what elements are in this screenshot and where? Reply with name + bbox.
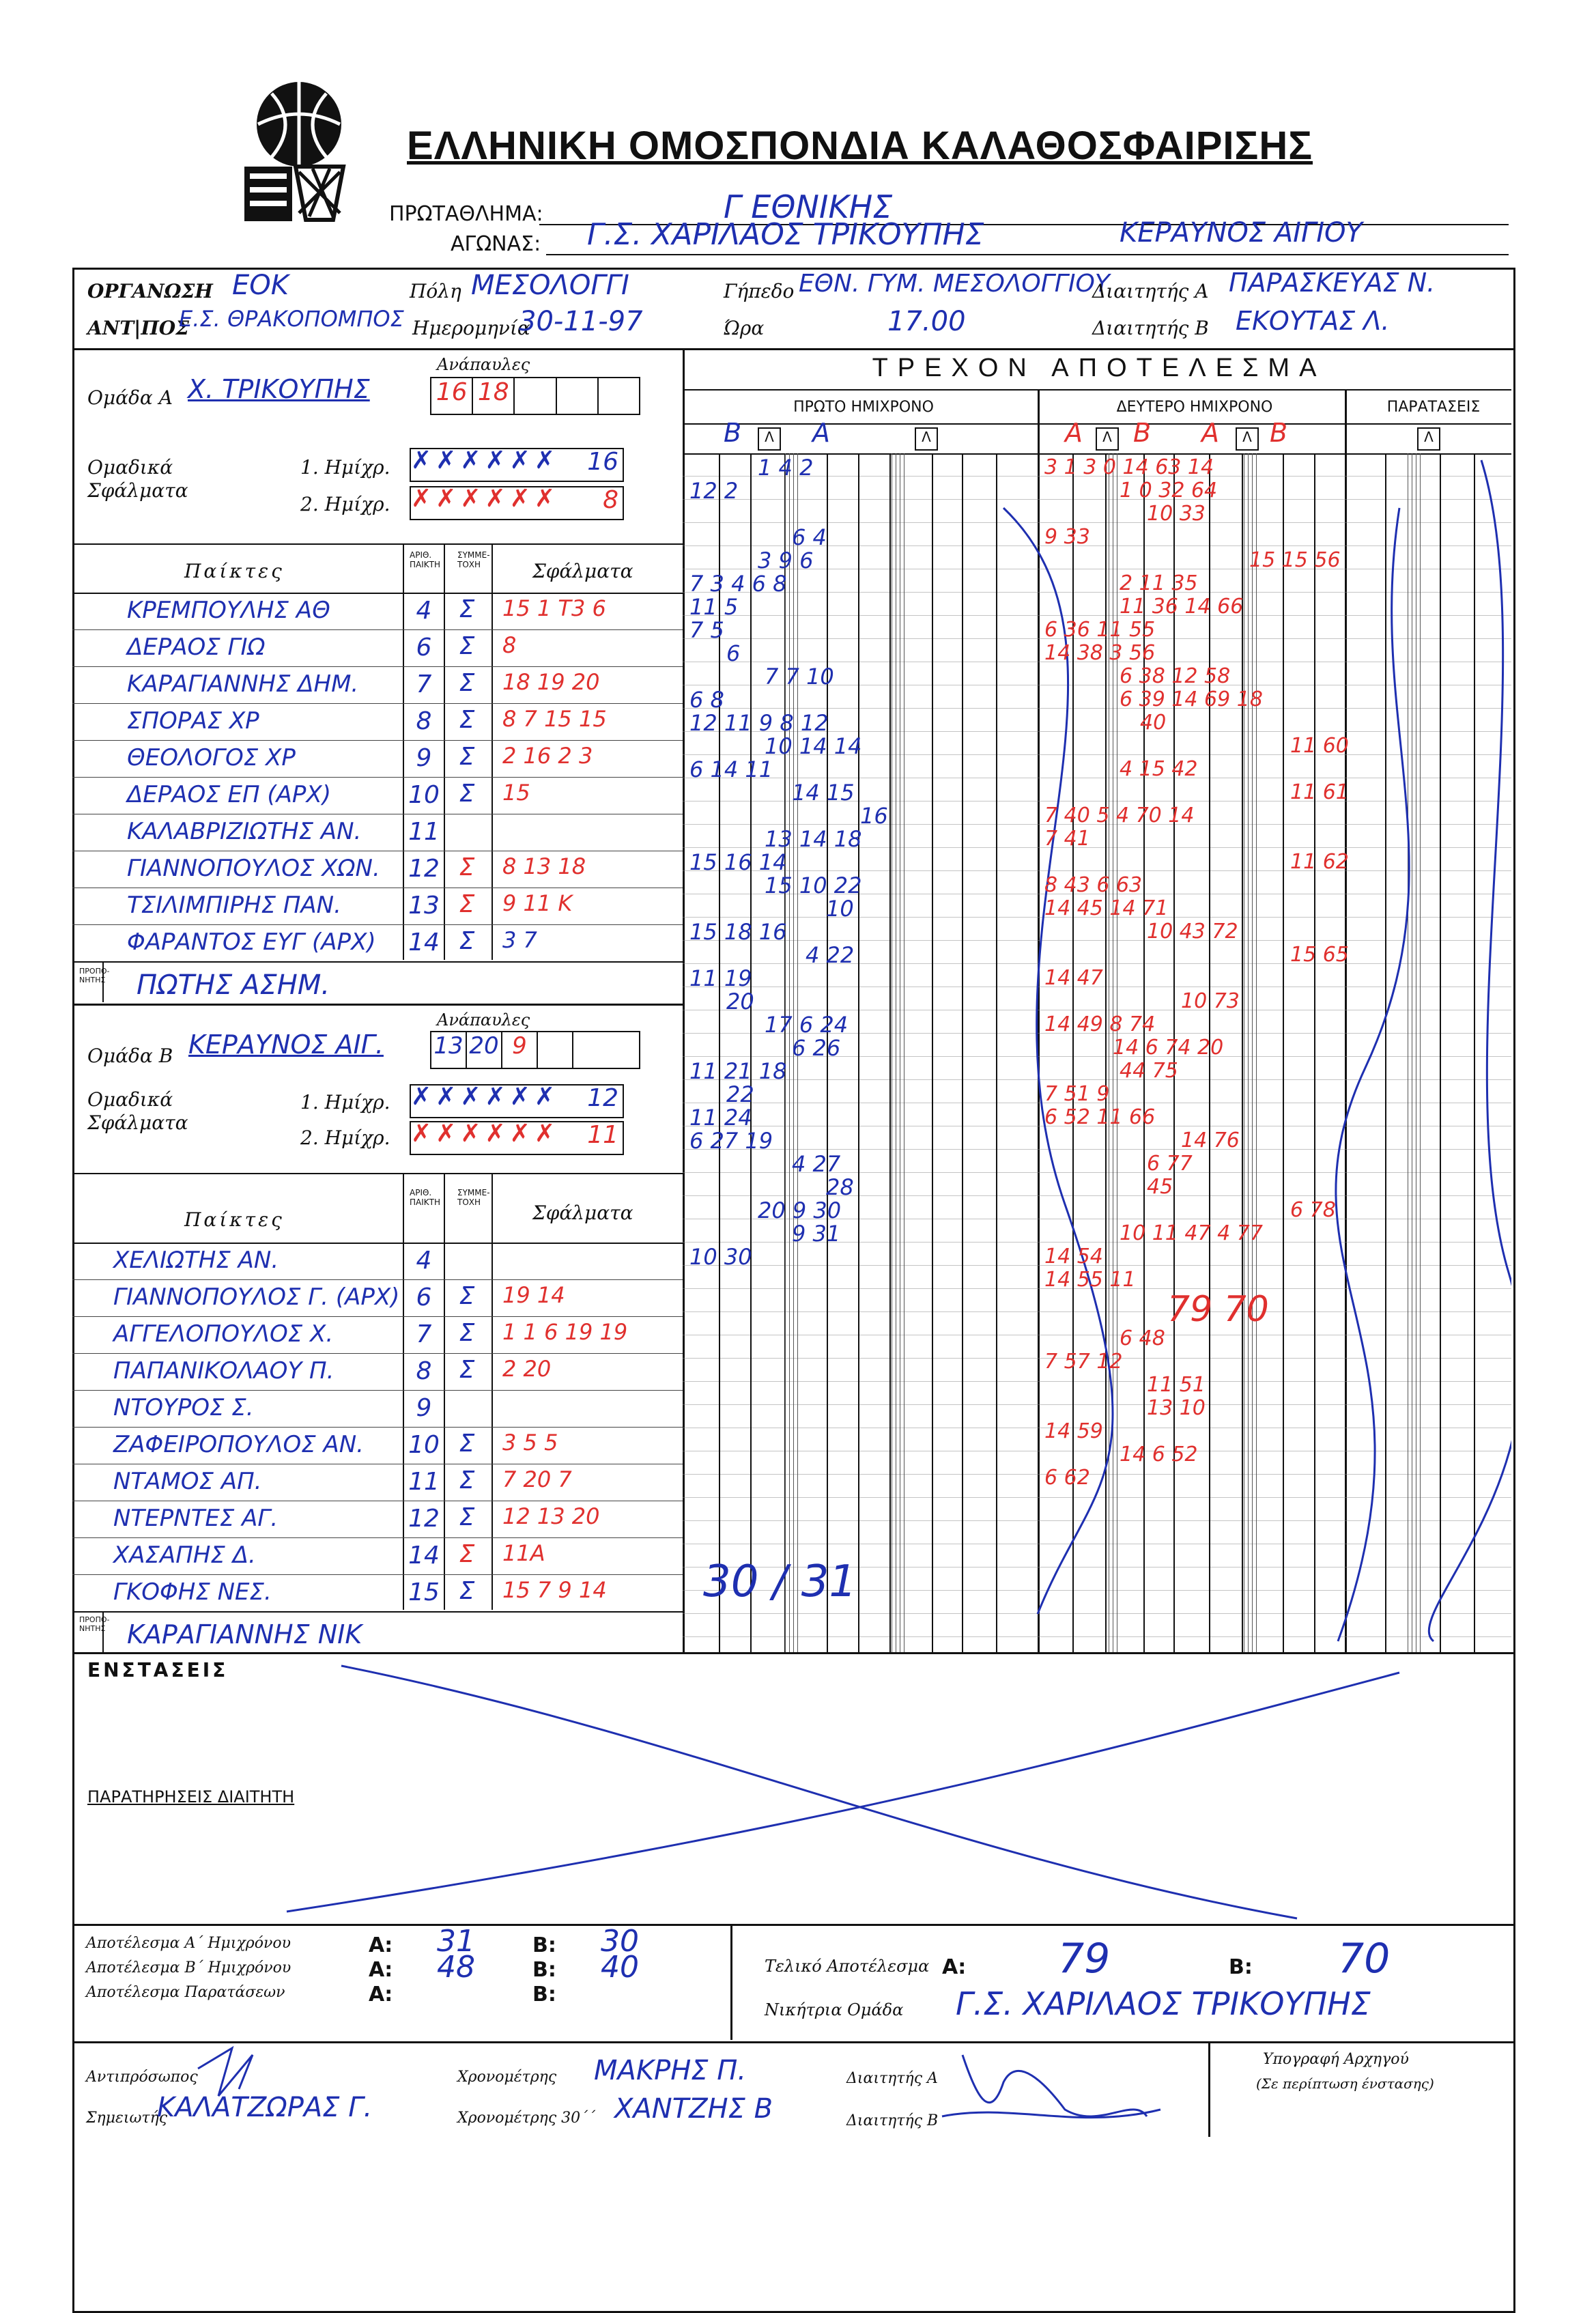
objections-cross-out <box>205 1652 1502 1925</box>
player-participation: Σ <box>459 706 475 734</box>
player-number: 11 <box>408 1468 440 1496</box>
team-b-number-header: ΑΡΙΘ. ΠΑΙΚΤΗ <box>410 1188 440 1207</box>
score-entry: 14 54 <box>1044 1245 1103 1268</box>
score-entry: 6 52 11 66 <box>1044 1105 1156 1129</box>
player-number: 15 <box>408 1578 440 1606</box>
score-entry: 11 62 <box>1290 850 1349 874</box>
score-entry: 10 43 72 <box>1147 920 1238 943</box>
score-entry: 10 73 <box>1181 989 1240 1013</box>
player-fouls: 8 7 15 15 <box>502 706 607 732</box>
player-name: ΖΑΦΕΙΡΟΠΟΥΛΟΣ ΑΝ. <box>113 1431 364 1458</box>
team-a-player-row <box>72 593 683 630</box>
team-b-name: ΚΕΡΑΥΝΟΣ ΑΙΓ. <box>188 1030 384 1060</box>
rep-value: Ε.Σ. ΘΡΑΚΟΠΟΜΠΟΣ <box>179 306 404 332</box>
player-name: ΔΕΡΑΟΣ ΕΠ (ΑΡΧ) <box>127 781 331 808</box>
score-entry: 4 15 42 <box>1120 757 1198 781</box>
score-entry: 15 18 16 <box>689 919 787 945</box>
score-entry: 6 78 <box>1290 1198 1336 1222</box>
shotclock-label: Χρονομέτρης 30΄΄ <box>457 2110 596 2127</box>
player-fouls: 2 16 2 3 <box>502 743 593 769</box>
second-half-entries <box>1044 456 1509 1490</box>
score-entry: 11 5 <box>689 594 739 620</box>
score-entry: 10 <box>826 896 854 922</box>
score-entry: 7 5 <box>689 617 724 643</box>
score-entry: 16 <box>860 803 888 829</box>
half1-b-label: Β: <box>532 1933 556 1957</box>
sig-ref-a-label: Διαιτητής Α <box>846 2070 938 2087</box>
match-label: ΑΓΩΝΑΣ: <box>451 232 541 256</box>
half2-a-value: 48 <box>437 1950 475 1985</box>
team-a-players-header: Παίκτες <box>184 560 285 582</box>
score-entry: 6 39 14 69 18 <box>1120 687 1263 711</box>
player-number: 10 <box>408 781 440 809</box>
federation-logo <box>231 76 347 227</box>
score-entry: 11 36 14 66 <box>1120 595 1244 619</box>
team-b-player-list <box>72 1243 683 1611</box>
player-fouls: 9 11 Κ <box>502 890 573 916</box>
team-b-player-row <box>72 1353 683 1391</box>
player-participation: Σ <box>459 890 475 918</box>
captain-sign-label: Υπογραφή Αρχηγού <box>1263 2051 1409 2068</box>
city-value: ΜΕΣΟΛΟΓΓΙ <box>471 270 629 301</box>
team-a-player-row <box>72 703 683 741</box>
first-half-final-score: 30 / 31 <box>703 1557 857 1607</box>
first-half-entries <box>689 456 1031 1268</box>
championship-row <box>389 202 543 226</box>
player-name: ΓΚΟΦΗΣ ΝΕΣ. <box>113 1578 272 1606</box>
team-a-coach-label: ΠΡΟΠΟ-ΝΗΤΗΣ <box>79 967 110 984</box>
player-participation: Σ <box>459 1319 475 1347</box>
half2-b-value: 40 <box>601 1950 639 1985</box>
team-a-half2-label: 2. Ημίχρ. <box>300 493 390 515</box>
score-entry: 20 <box>726 989 754 1014</box>
player-number: 4 <box>416 597 432 625</box>
score-entry: 15 15 56 <box>1249 548 1341 572</box>
player-number: 12 <box>408 1505 440 1533</box>
final-b-value: 70 <box>1338 1935 1391 1983</box>
score-entry: 14 38 3 56 <box>1044 641 1156 665</box>
player-number: 4 <box>416 1247 432 1275</box>
player-number: 8 <box>416 707 432 735</box>
team-a-fouls-header: Σφάλματα <box>532 560 633 582</box>
half2-b-label: Β: <box>532 1958 556 1982</box>
team-a-half1-fouls: ✗✗✗✗✗✗ 16 <box>410 448 624 482</box>
team-a-name: Χ. ΤΡΙΚΟΥΠΗΣ <box>188 374 370 404</box>
player-number: 10 <box>408 1431 440 1459</box>
player-fouls: 3 7 <box>502 927 537 953</box>
team-a-fouls-label: Ομαδικά Σφάλματα <box>87 456 188 502</box>
score-entry: 6 62 <box>1044 1466 1090 1490</box>
first-half-label: ΠΡΩΤΟ ΗΜΙΧΡΟΝΟ <box>793 399 934 416</box>
score-entry: 14 76 <box>1181 1129 1240 1152</box>
player-number: 9 <box>416 1394 432 1422</box>
score-entry: 11 51 <box>1147 1373 1206 1397</box>
team-b-timeouts-label: Ανάπαυλες <box>437 1010 530 1030</box>
date-value: 30-11-97 <box>519 306 643 337</box>
score-entry: 11 60 <box>1290 734 1349 758</box>
score-entry: 11 21 18 <box>689 1058 787 1084</box>
score-entry: 7 57 12 <box>1044 1350 1123 1374</box>
score-entry: 15 16 14 <box>689 849 787 875</box>
team-b-fouls-label: Ομαδικά Σφάλματα <box>87 1088 188 1134</box>
score-entry: 45 <box>1147 1175 1173 1199</box>
player-fouls: 8 13 18 <box>502 853 586 879</box>
player-number: 14 <box>408 1542 440 1570</box>
player-number: 6 <box>416 1283 432 1311</box>
score-entry: 6 4 <box>792 524 827 550</box>
player-number: 14 <box>408 928 440 956</box>
team-a-timeout-1: 16 <box>431 378 473 414</box>
score-entry: 14 47 <box>1044 966 1103 990</box>
court-label: Γήπεδο <box>724 280 795 302</box>
first-half-col-1: Λ <box>758 427 781 451</box>
player-name: ΠΑΠΑΝΙΚΟΛΑΟΥ Π. <box>113 1357 334 1385</box>
score-entry: 3 1 3 0 14 63 14 <box>1044 455 1214 479</box>
ref-a-value: ΠΑΡΑΣΚΕΥΑΣ Ν. <box>1229 268 1436 298</box>
team-a-player-row <box>72 777 683 814</box>
final-b-label: Β: <box>1229 1955 1253 1979</box>
player-participation: Σ <box>459 1503 475 1531</box>
half1-b-value: 30 <box>601 1924 639 1959</box>
score-entry: 20 9 30 <box>758 1197 842 1223</box>
score-entry: 6 77 <box>1147 1152 1193 1176</box>
time-label: Ώρα <box>724 317 765 339</box>
player-participation: Σ <box>459 1430 475 1458</box>
team-b-participation-header: ΣΥΜΜΕ-ΤΟΧΗ <box>457 1188 490 1207</box>
championship-label: ΠΡΩΤΑΘΛΗΜΑ: <box>389 202 543 226</box>
team-b-players-header: Παίκτες <box>184 1208 285 1231</box>
player-participation: Σ <box>459 743 475 771</box>
score-entry: 13 10 <box>1147 1396 1206 1420</box>
score-entry: 14 49 8 74 <box>1044 1012 1156 1036</box>
winner-value: Γ.Σ. ΧΑΡΙΛΑΟΣ ΤΡΙΚΟΥΠΗΣ <box>956 1985 1371 2022</box>
score-entry: 6 8 <box>689 687 724 713</box>
score-entry: 14 55 11 <box>1044 1268 1136 1292</box>
team-b-timeout-2: 20 <box>467 1032 502 1068</box>
signatures-scribbles <box>191 2041 1215 2144</box>
player-number: 11 <box>408 818 440 846</box>
player-participation: Σ <box>459 1540 475 1568</box>
scorer-label: Σημειωτής <box>86 2110 168 2127</box>
player-name: ΚΑΡΑΓΙΑΝΝΗΣ ΔΗΜ. <box>127 670 359 698</box>
team-a-label: Ομάδα Α <box>87 386 173 409</box>
player-name: ΤΣΙΛΙΜΠΙΡΗΣ ΠΑΝ. <box>127 892 341 919</box>
team-b-player-row <box>72 1464 683 1501</box>
second-half-col-b2: Β <box>1270 418 1288 448</box>
team-a-half2-fouls: ✗✗✗✗✗✗ 8 <box>410 486 624 520</box>
score-entry: 11 19 <box>689 965 752 991</box>
timekeeper-value: ΜΑΚΡΗΣ Π. <box>594 2055 747 2086</box>
score-entry: 11 61 <box>1290 780 1349 804</box>
referee-notes-label: ΠΑΡΑΤΗΡΗΣΕΙΣ ΔΙΑΙΤΗΤΗ <box>87 1787 295 1806</box>
score-entry: 6 <box>726 640 741 666</box>
player-participation: Σ <box>459 1466 475 1494</box>
final-result-label: Τελικό Αποτέλεσμα <box>765 1957 930 1976</box>
score-entry: 10 14 14 <box>765 733 862 759</box>
score-entry: 4 22 <box>806 942 855 968</box>
score-entry: 7 40 5 4 70 14 <box>1044 804 1195 827</box>
score-entry: 7 3 4 6 8 <box>689 571 787 597</box>
city-label: Πόλη <box>410 280 461 302</box>
team-b-coach-name: ΚΑΡΑΓΙΑΝΝΗΣ ΝΙΚ <box>127 1619 362 1649</box>
final-a-value: 79 <box>1058 1935 1111 1983</box>
team-b-fouls-header: Σφάλματα <box>532 1202 633 1224</box>
court-value: ΕΘΝ. ΓΥΜ. ΜΕΣΟΛΟΓΓΙΟΥ <box>799 270 1110 298</box>
score-entry: 6 38 12 58 <box>1120 664 1231 688</box>
score-entry: 11 24 <box>689 1105 752 1131</box>
score-entry: 1 0 32 64 <box>1120 479 1218 502</box>
team-b-player-row <box>72 1537 683 1575</box>
sig-ref-b-label: Διαιτητής Β <box>846 2112 939 2129</box>
organizer-value: ΕΟΚ <box>232 270 289 301</box>
first-half-final-a: 31 <box>801 1557 857 1607</box>
team-b-half1-count: 12 <box>587 1084 618 1112</box>
score-entry: 12 2 <box>689 478 739 504</box>
second-half-col-a1: Α <box>1065 418 1083 448</box>
player-fouls: 18 19 20 <box>502 669 600 695</box>
player-participation: Σ <box>459 1577 475 1605</box>
score-entry: 7 41 <box>1044 827 1090 851</box>
team-a-timeouts-box <box>430 377 640 415</box>
score-entry: 14 6 74 20 <box>1113 1036 1224 1060</box>
player-fouls: 15 7 9 14 <box>502 1577 607 1603</box>
score-entry: 44 75 <box>1120 1059 1178 1083</box>
half2-result-label: Αποτέλεσμα Β΄ Ημιχρόνου <box>86 1959 291 1976</box>
score-entry: 10 30 <box>689 1244 752 1270</box>
team-b-player-row <box>72 1574 683 1612</box>
half2-a-label: Α: <box>369 1958 393 1982</box>
team-a-timeouts-label: Ανάπαυλες <box>437 355 530 374</box>
score-entry: 9 31 <box>792 1221 841 1247</box>
player-number: 8 <box>416 1357 432 1385</box>
score-entry: 22 <box>726 1081 754 1107</box>
score-entry: 7 51 9 <box>1044 1082 1110 1106</box>
team-a-player-row <box>72 629 683 667</box>
team-a-player-list <box>72 593 683 961</box>
scorer-value: ΚΑΛΑΤΖΩΡΑΣ Γ. <box>157 2092 373 2123</box>
date-label: Ημερομηνία <box>412 317 530 339</box>
score-entry: 2 11 35 <box>1120 571 1198 595</box>
team-a-half1-label: 1. Ημίχρ. <box>300 456 390 479</box>
player-fouls: 15 1 T3 6 <box>502 595 606 621</box>
team-b-half2-label: 2. Ημίχρ. <box>300 1126 390 1149</box>
player-name: ΦΑΡΑΝΤΟΣ ΕΥΓ (ΑΡΧ) <box>127 928 376 956</box>
player-fouls: 3 5 5 <box>502 1430 558 1456</box>
player-name: ΓΙΑΝΝΟΠΟΥΛΟΣ ΧΩΝ. <box>127 855 380 882</box>
second-half-col-1: Λ <box>1096 427 1119 451</box>
team-b-half2-count: 11 <box>587 1121 618 1149</box>
score-entry: 6 26 <box>792 1035 841 1061</box>
player-name: ΓΙΑΝΝΟΠΟΥΛΟΣ Γ. (ΑΡΧ) <box>113 1283 400 1311</box>
match-team-a: Γ.Σ. ΧΑΡΙΛΑΟΣ ΤΡΙΚΟΥΠΗΣ <box>587 217 984 252</box>
score-entry: 15 65 <box>1290 943 1349 967</box>
half1-a-value: 31 <box>437 1924 475 1959</box>
ref-a-label: Διαιτητής Α <box>1092 280 1209 302</box>
team-b-player-row <box>72 1427 683 1464</box>
score-entry: 10 11 47 4 77 <box>1120 1221 1263 1245</box>
team-a-timeout-2: 18 <box>473 378 515 414</box>
player-name: ΣΠΟΡΑΣ ΧΡ <box>127 707 259 735</box>
team-a-coach-name: ΠΩΤΗΣ ΑΣΗΜ. <box>137 969 330 1001</box>
score-entry: 17 6 24 <box>765 1012 849 1038</box>
score-entry: 28 <box>826 1174 854 1200</box>
score-entry: 13 14 18 <box>765 826 862 852</box>
player-name: ΧΕΛΙΩΤΗΣ ΑΝ. <box>113 1247 279 1274</box>
first-half-col-2: Λ <box>915 427 938 451</box>
first-half-final-b: 30 <box>703 1557 759 1607</box>
rep-label: ΑΝΤ|ΠΟΣ <box>87 317 189 339</box>
shotclock-value: ΧΑΝΤΖΗΣ Β <box>614 2093 773 2125</box>
team-a-player-row <box>72 851 683 888</box>
player-participation: Σ <box>459 595 475 623</box>
match-team-b: ΚΕΡΑΥΝΟΣ ΑΙΓΙΟΥ <box>1120 217 1363 249</box>
player-number: 6 <box>416 634 432 662</box>
score-entry: 10 33 <box>1147 502 1206 526</box>
first-half-col-a: Α <box>812 418 830 448</box>
player-name: ΚΡΕΜΠΟΥΛΗΣ ΑΘ <box>127 597 330 624</box>
player-name: ΝΤΕΡΝΤΕΣ ΑΓ. <box>113 1505 279 1532</box>
player-name: ΝΤΟΥΡΟΣ Σ. <box>113 1394 254 1421</box>
score-entry: 14 59 <box>1044 1419 1103 1443</box>
organizer-label: ΟΡΓΑΝΩΣΗ <box>87 280 213 302</box>
team-b-player-row <box>72 1243 683 1280</box>
player-name: ΘΕΟΛΟΓΟΣ ΧΡ <box>127 744 296 771</box>
player-fouls: 8 <box>502 632 517 658</box>
player-number: 9 <box>416 744 432 772</box>
half1-result-label: Αποτέλεσμα Α΄ Ημιχρόνου <box>86 1935 291 1952</box>
overtime-label: ΠΑΡΑΤΑΣΕΙΣ <box>1386 399 1481 416</box>
player-number: 7 <box>416 1320 432 1348</box>
team-a-participation-header: ΣΥΜΜΕ-ΤΟΧΗ <box>457 550 490 569</box>
player-participation: Σ <box>459 632 475 660</box>
team-b-timeout-3: 9 <box>502 1032 538 1068</box>
player-fouls: 7 20 7 <box>502 1466 572 1492</box>
rep-sign-label: Αντιπρόσωπος <box>86 2069 198 2086</box>
team-a-number-header: ΑΡΙΘ. ΠΑΙΚΤΗ <box>410 550 440 569</box>
player-fouls: 1 1 6 19 19 <box>502 1319 628 1345</box>
captain-sign-note: (Σε περίπτωση ένστασης) <box>1256 2075 1434 2092</box>
player-participation: Σ <box>459 780 475 808</box>
running-score-title: ΤΡΕΧΟΝ ΑΠΟΤΕΛΕΣΜΑ <box>872 354 1326 382</box>
player-fouls: 12 13 20 <box>502 1503 600 1529</box>
score-entry: 79 70 <box>1167 1289 1269 1330</box>
final-a-label: Α: <box>942 1955 967 1979</box>
team-a-player-row <box>72 740 683 778</box>
team-b-player-row <box>72 1316 683 1354</box>
player-number: 7 <box>416 670 432 698</box>
team-b-player-row <box>72 1390 683 1428</box>
player-participation: Σ <box>459 669 475 697</box>
team-a-half2-count: 8 <box>603 486 618 514</box>
time-value: 17.00 <box>887 306 966 337</box>
second-half-label: ΔΕΥΤΕΡΟ ΗΜΙΧΡΟΝΟ <box>1116 399 1273 416</box>
team-a-player-row <box>72 888 683 925</box>
player-fouls: 2 20 <box>502 1356 552 1382</box>
team-b-coach-label: ΠΡΟΠΟ-ΝΗΤΗΣ <box>79 1615 110 1633</box>
half1-a-label: Α: <box>369 1933 393 1957</box>
overtime-b-label: Β: <box>532 1983 556 2006</box>
team-a-player-row <box>72 924 683 962</box>
player-participation: Σ <box>459 927 475 955</box>
score-entry: 14 45 14 71 <box>1044 896 1169 920</box>
player-name: ΑΓΓΕΛΟΠΟΥΛΟΣ Χ. <box>113 1320 334 1348</box>
team-a-half1-count: 16 <box>587 448 618 476</box>
team-b-timeouts-box <box>430 1031 640 1069</box>
score-entry: 9 33 <box>1044 525 1090 549</box>
team-b-half2-fouls: ✗✗✗✗✗✗ 11 <box>410 1121 624 1155</box>
first-half-col-b: Β <box>724 418 742 448</box>
team-b-player-row <box>72 1279 683 1317</box>
ref-b-value: ΕΚΟΥΤΑΣ Λ. <box>1236 306 1390 336</box>
timekeeper-label: Χρονομέτρης <box>457 2069 557 2086</box>
score-entry: 40 <box>1140 711 1167 735</box>
player-fouls: 19 14 <box>502 1282 565 1308</box>
overtime-col-1: Λ <box>1417 427 1440 451</box>
second-half-col-2: Λ <box>1236 427 1259 451</box>
score-entry: 3 9 6 <box>758 548 814 573</box>
federation-title: ΕΛΛΗΝΙΚΗ ΟΜΟΣΠΟΝΔΙΑ ΚΑΛΑΘΟΣΦΑΙΡΙΣΗΣ <box>407 124 1313 168</box>
score-entry: 6 27 19 <box>689 1128 773 1154</box>
player-number: 13 <box>408 892 440 920</box>
second-half-col-b1: Β <box>1133 418 1152 448</box>
score-entry: 6 36 11 55 <box>1044 618 1156 642</box>
player-name: ΧΑΣΑΠΗΣ Δ. <box>113 1542 256 1569</box>
overtime-result-label: Αποτέλεσμα Παρατάσεων <box>86 1984 285 2001</box>
score-entry: 8 43 6 63 <box>1044 873 1143 897</box>
team-a-player-row <box>72 666 683 704</box>
player-participation: Σ <box>459 1282 475 1310</box>
team-b-player-row <box>72 1501 683 1538</box>
player-participation: Σ <box>459 853 475 881</box>
score-entry: 4 27 <box>792 1151 841 1177</box>
second-half-col-a2: Α <box>1201 418 1219 448</box>
player-participation: Σ <box>459 1356 475 1384</box>
score-entry: 14 6 52 <box>1120 1443 1198 1466</box>
team-b-half1-label: 1. Ημίχρ. <box>300 1091 390 1113</box>
team-b-half1-fouls: ✗✗✗✗✗✗ 12 <box>410 1084 624 1118</box>
score-entry: 7 7 10 <box>765 664 834 690</box>
score-entry: 15 10 22 <box>765 872 862 898</box>
team-b-timeout-1: 13 <box>431 1032 467 1068</box>
team-a-player-row <box>72 814 683 851</box>
championship-value: Γ ΕΘΝΙΚΗΣ <box>724 188 893 225</box>
score-entry: 6 14 11 <box>689 756 773 782</box>
player-fouls: 11Α <box>502 1540 545 1566</box>
team-b-label: Ομάδα Β <box>87 1045 173 1067</box>
player-name: ΝΤΑΜΟΣ ΑΠ. <box>113 1468 262 1495</box>
overtime-a-label: Α: <box>369 1983 393 2006</box>
player-name: ΔΕΡΑΟΣ ΓΙΩ <box>127 634 266 661</box>
score-entry: 6 48 <box>1120 1326 1165 1350</box>
score-entry: 14 15 <box>792 780 855 806</box>
score-entry: 12 11 9 8 12 <box>689 710 829 736</box>
player-number: 12 <box>408 855 440 883</box>
player-fouls: 15 <box>502 780 530 806</box>
ref-b-label: Διαιτητής Β <box>1092 317 1209 339</box>
player-name: ΚΑΛΑΒΡΙΖΙΩΤΗΣ ΑΝ. <box>127 818 362 845</box>
score-entry: 1 4 2 <box>758 455 814 481</box>
winner-label: Νικήτρια Ομάδα <box>765 2000 904 2019</box>
objections-label: ΕΝΣΤΑΣΕΙΣ <box>87 1659 229 1681</box>
